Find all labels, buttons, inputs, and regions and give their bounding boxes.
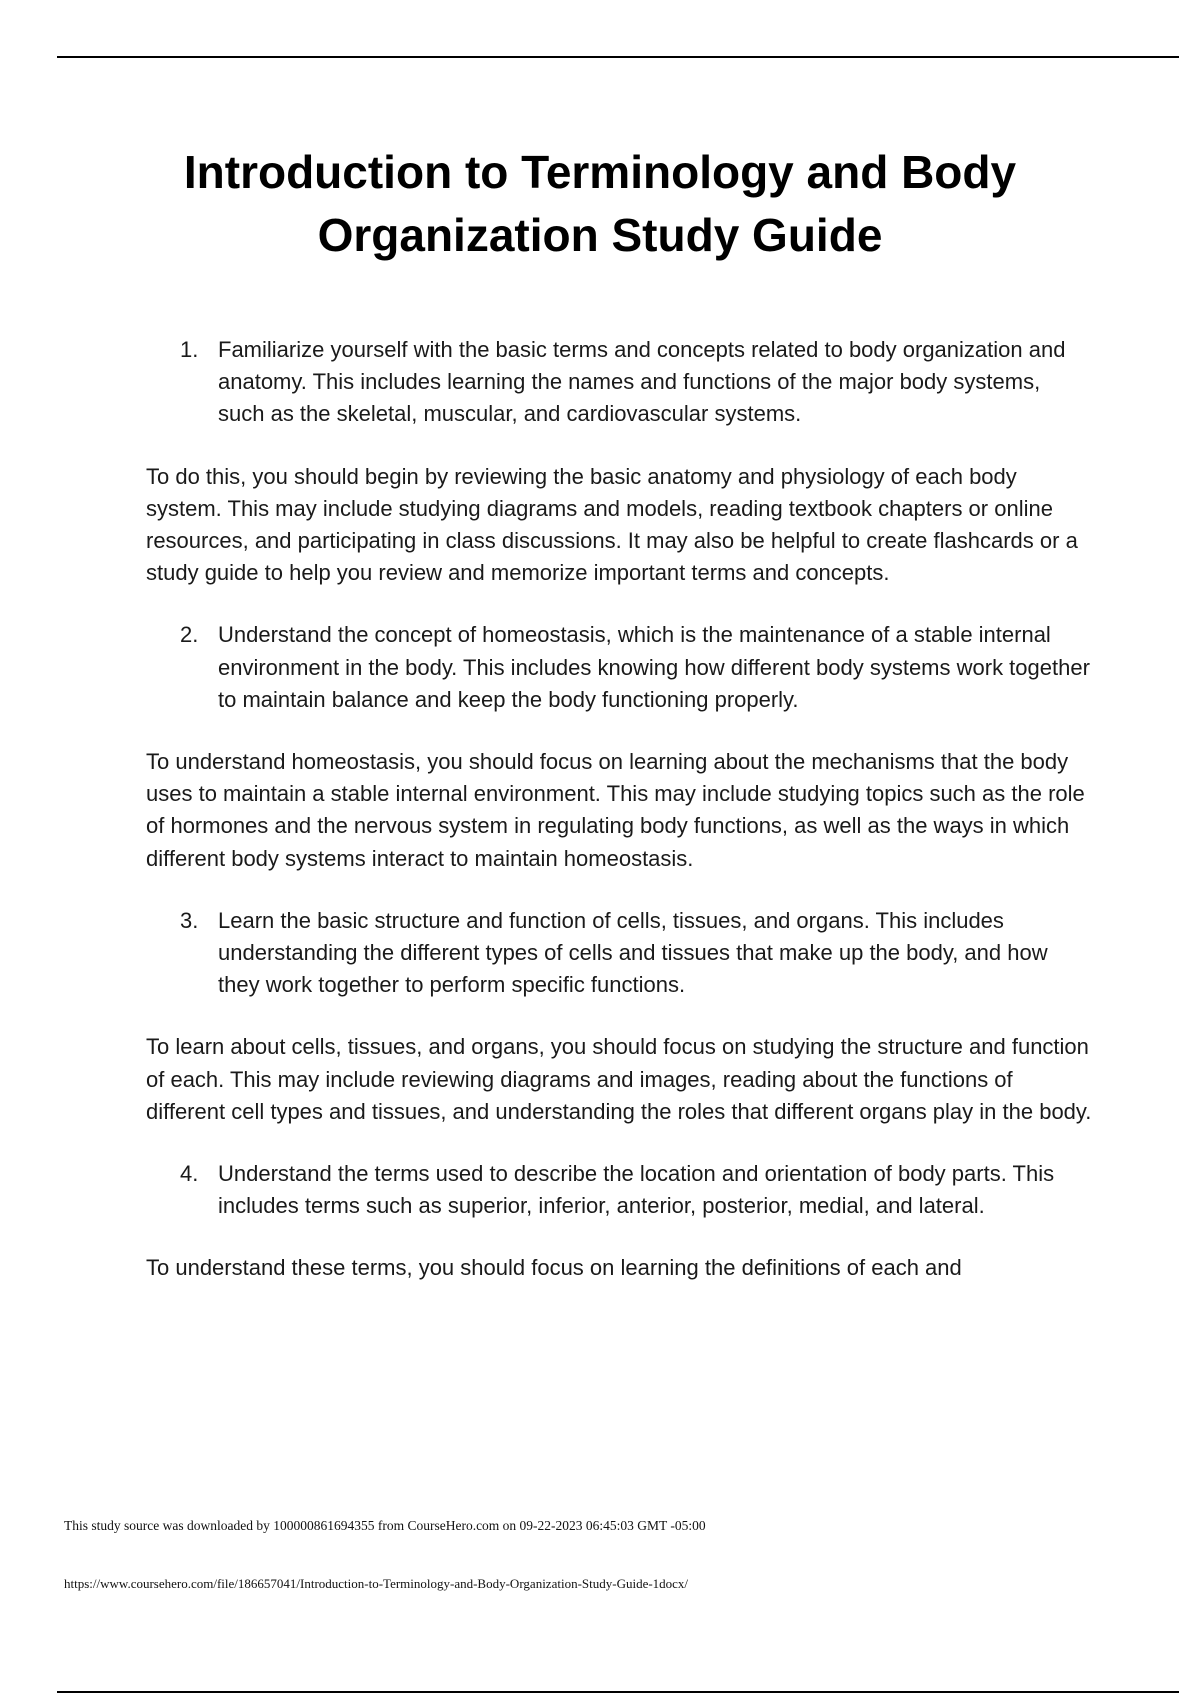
source-url: https://www.coursehero.com/file/186657041/Introduction-to-Terminology-and-Body-Organization-Study-Guide-1docx/ bbox=[64, 1576, 689, 1591]
list-item-2 bbox=[146, 619, 1092, 716]
list-item-4 bbox=[146, 1158, 1092, 1222]
list-item-text: Understand the concept of homeostasis, which is the maintenance of a stable internal environment in the body. This includes knowing how different body systems work together to maintain balance and keep the body functioning properly. bbox=[218, 622, 1090, 712]
paragraph: To understand homeostasis, you should focus on learning about the mechanisms that the body uses to maintain a stable internal environment. This may include studying topics such as the role of hormones and the nervous system in regulating body functions, as well as the ways in which different body systems interact to maintain homeostasis. bbox=[146, 749, 1085, 871]
list-item-1 bbox=[146, 334, 1092, 431]
bottom-divider bbox=[57, 1691, 1179, 1693]
list-number: 3. bbox=[180, 907, 199, 933]
download-source-notice: This study source was downloaded by 100000861694355 from CourseHero.com on 09-22-2023 06:45:03 GMT -05:00 bbox=[64, 1518, 706, 1533]
document-title: Introduction to Terminology and Body Organization Study Guide bbox=[183, 146, 1017, 261]
list-item-text: Familiarize yourself with the basic terms and concepts related to body organization and anatomy. This includes learning the names and functions of the major body systems, such as the skeletal, muscular, and cardiovascular systems. bbox=[218, 337, 1066, 427]
list-number: 2. bbox=[180, 622, 199, 648]
list-item-text: Learn the basic structure and function of cells, tissues, and organs. This includes understanding the different types of cells and tissues that make up the body, and how they work together to perform specific functions. bbox=[218, 907, 1048, 998]
paragraph: To understand these terms, you should focus on learning the definitions of each and bbox=[146, 1255, 962, 1281]
list-item-text: Understand the terms used to describe the location and orientation of body parts. This includes terms such as superior, inferior, anterior, posterior, medial, and lateral. bbox=[218, 1161, 1055, 1219]
paragraph: To do this, you should begin by reviewing the basic anatomy and physiology of each body system. This may include studying diagrams and models, reading textbook chapters or online resources, and participating in class discussions. It may also be helpful to create flashcards or a study guide to help you review and memorize important terms and concepts. bbox=[146, 463, 1078, 586]
top-divider bbox=[57, 56, 1179, 58]
list-item-3 bbox=[146, 905, 1092, 1002]
list-number: 1. bbox=[180, 337, 199, 362]
list-number: 4. bbox=[180, 1161, 199, 1187]
paragraph: To learn about cells, tissues, and organs, you should focus on studying the structure and function of each. This may include reviewing diagrams and images, reading about the functions of different cell types and tissues, and understanding the roles that different organs play in the body. bbox=[146, 1034, 1092, 1124]
document-body bbox=[146, 334, 1092, 1285]
